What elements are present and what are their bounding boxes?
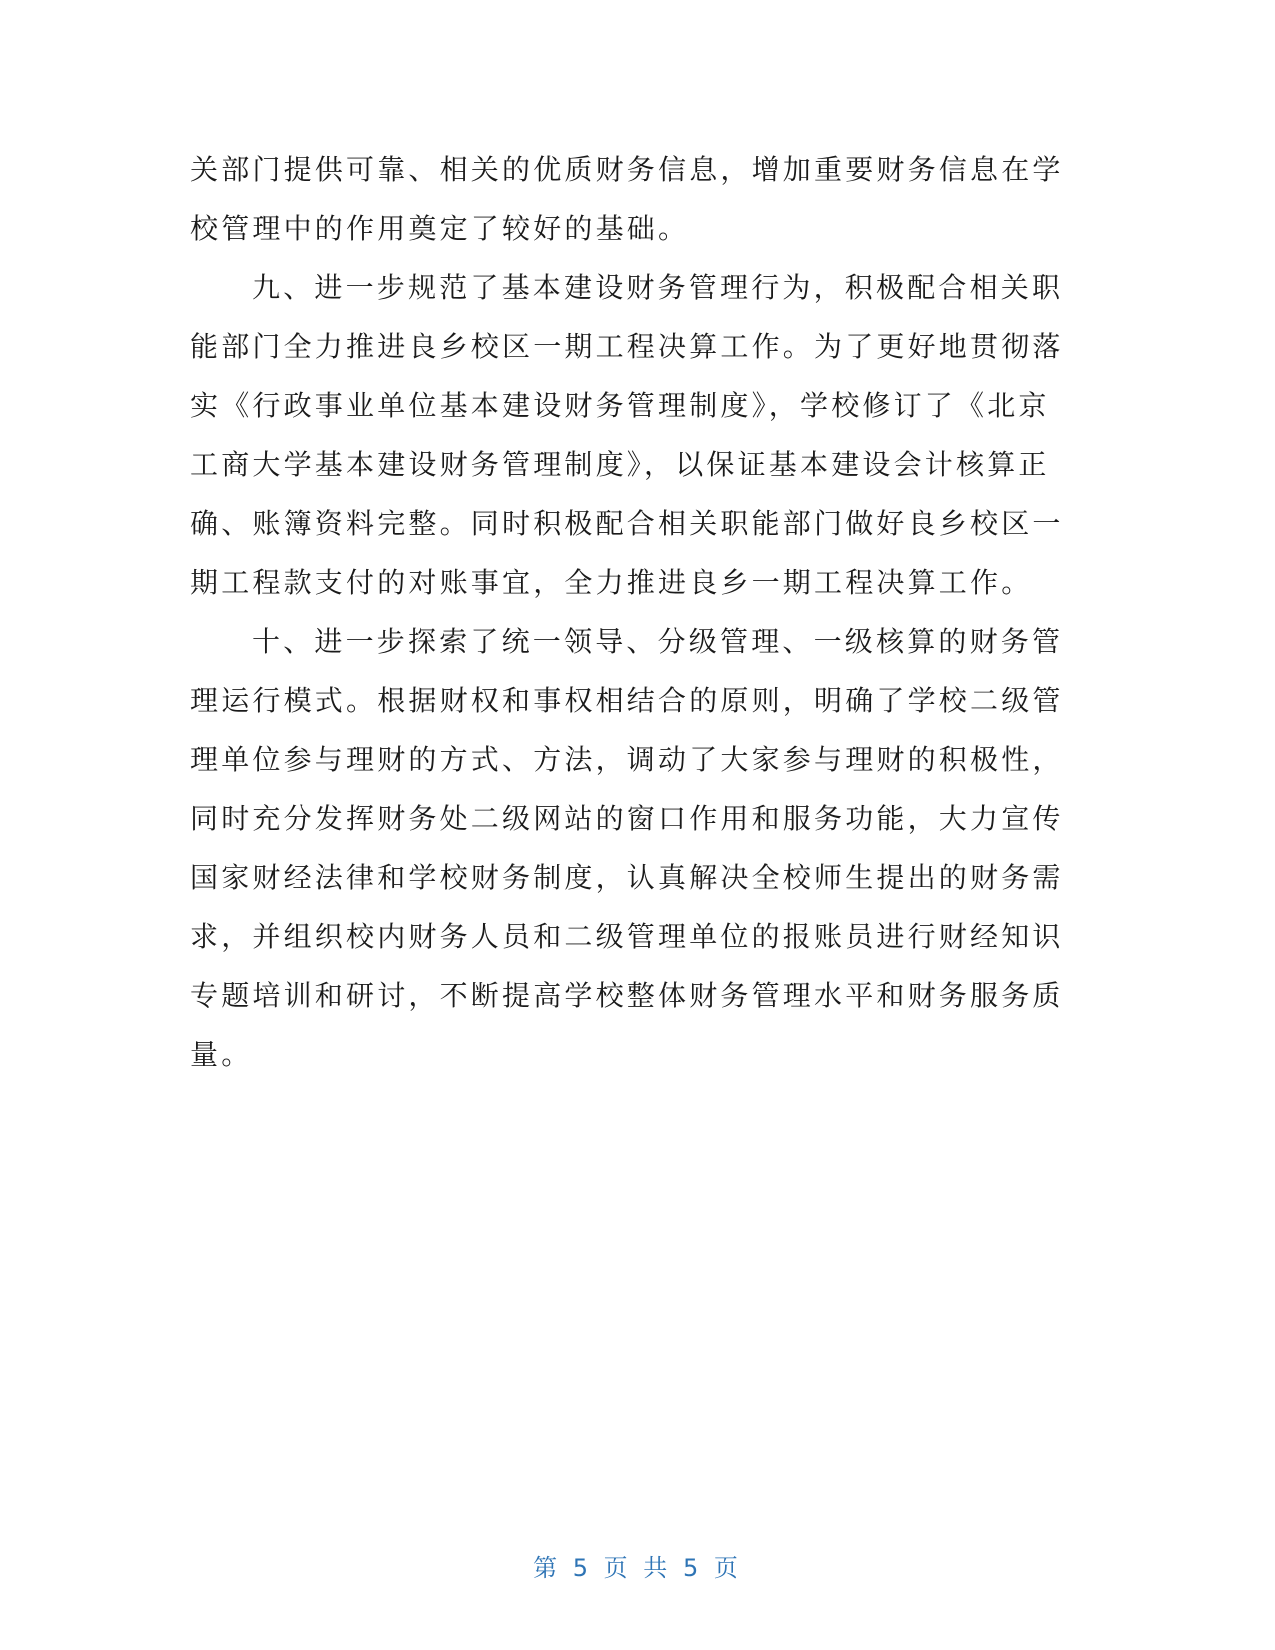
page-number-footer: 第 5 页 共 5 页 [533, 1554, 742, 1582]
text-line: 能部门全力推进良乡校区一期工程决算工作。为了更好地贯彻落 [190, 330, 1064, 363]
text-line: 实《行政事业单位基本建设财务管理制度》，学校修订了《北京 [190, 389, 1050, 422]
document-body [190, 140, 1070, 1084]
text-line: 国家财经法律和学校财务制度，认真解决全校师生提出的财务需 [190, 861, 1064, 894]
paragraph-start-line: 十、进一步探索了统一领导、分级管理、一级核算的财务管 [252, 625, 1064, 658]
text-line: 理单位参与理财的方式、方法，调动了大家参与理财的积极性， [190, 743, 1064, 776]
text-line: 同时充分发挥财务处二级网站的窗口作用和服务功能，大力宣传 [190, 802, 1064, 835]
text-line: 确、账簿资料完整。同时积极配合相关职能部门做好良乡校区一 [190, 507, 1064, 540]
text-line: 量。 [190, 1038, 253, 1071]
text-line: 理运行模式。根据财权和事权相结合的原则，明确了学校二级管 [190, 684, 1064, 717]
text-line: 工商大学基本建设财务管理制度》，以保证基本建设会计核算正 [190, 448, 1050, 481]
text-line: 校管理中的作用奠定了较好的基础。 [190, 212, 690, 245]
text-line: 专题培训和研讨，不断提高学校整体财务管理水平和财务服务质 [190, 979, 1064, 1012]
text-line: 关部门提供可靠、相关的优质财务信息，增加重要财务信息在学 [190, 153, 1064, 186]
text-line: 期工程款支付的对账事宜，全力推进良乡一期工程决算工作。 [190, 566, 1033, 599]
paragraph-start-line: 九、进一步规范了基本建设财务管理行为，积极配合相关职 [252, 271, 1064, 304]
text-line: 求，并组织校内财务人员和二级管理单位的报账员进行财经知识 [190, 920, 1064, 953]
